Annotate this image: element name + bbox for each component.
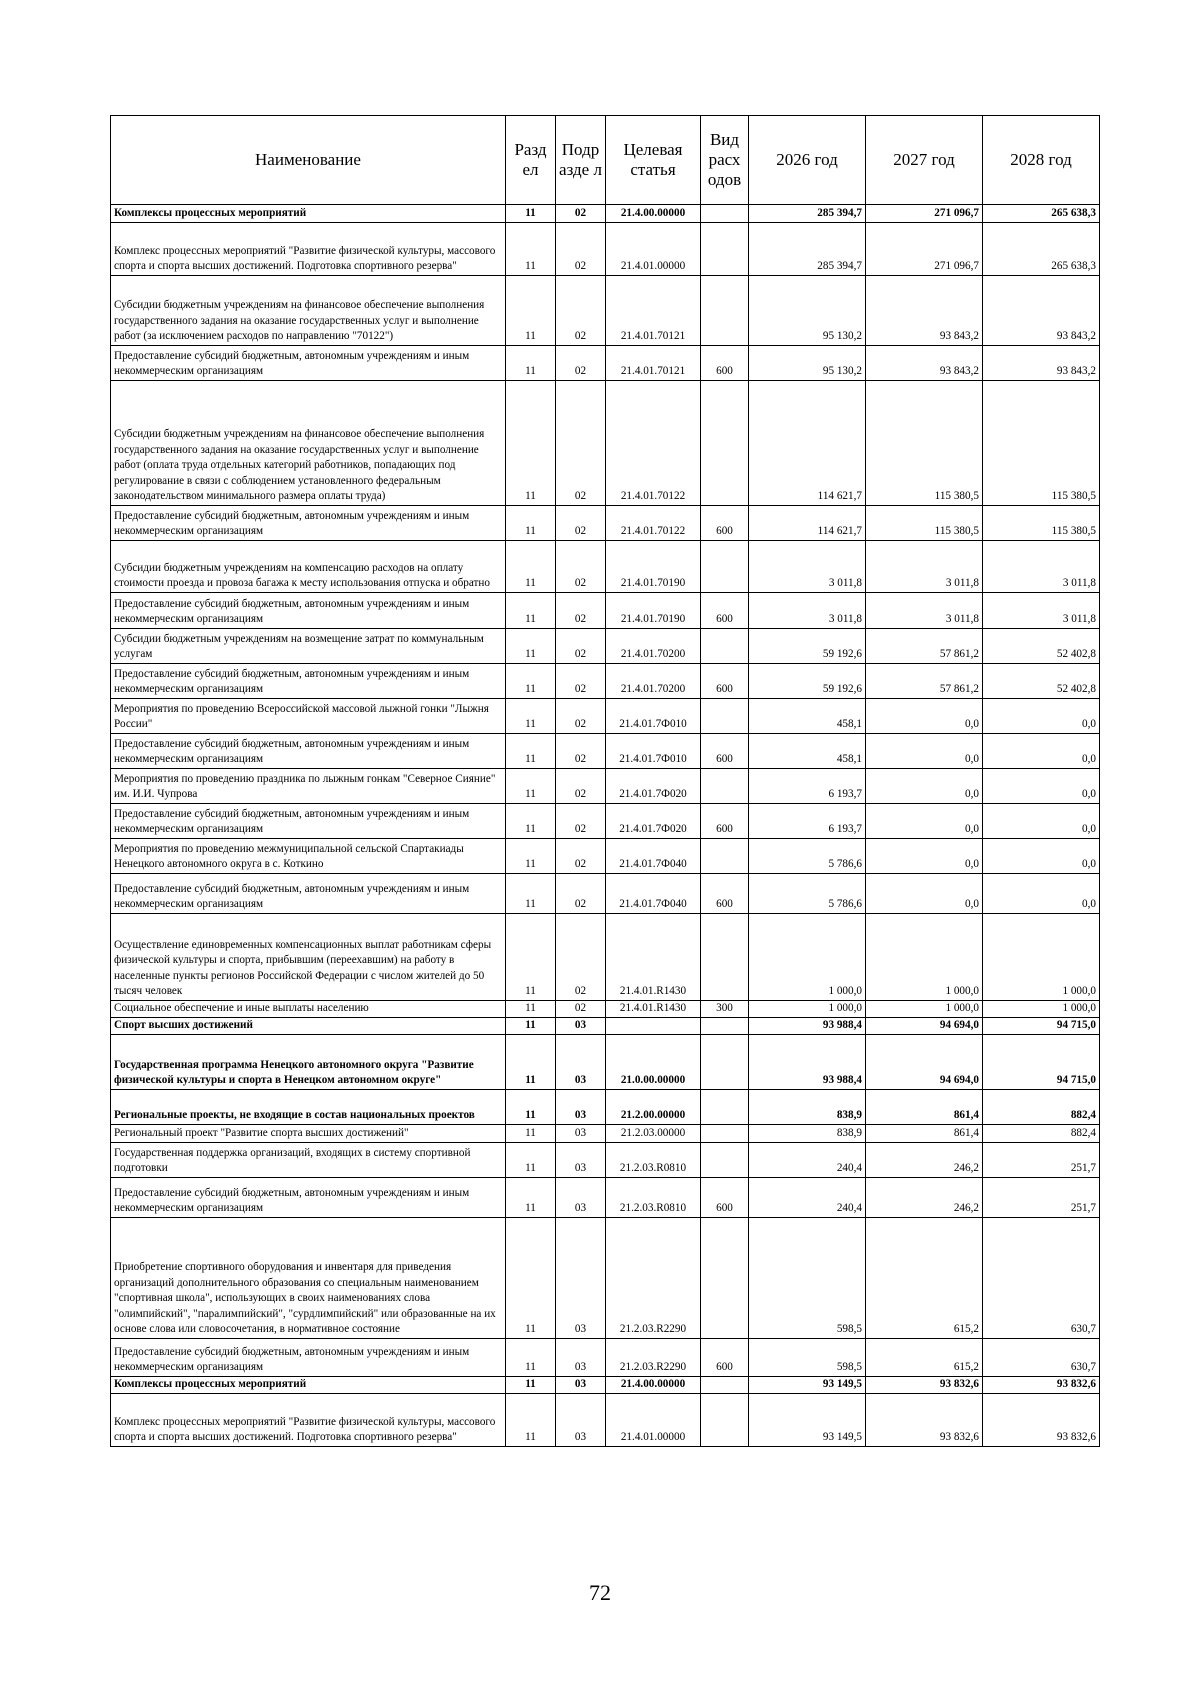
row-value-2026: 93 149,5 — [749, 1394, 866, 1447]
row-value-2027: 1 000,0 — [866, 914, 983, 1001]
row-value-2026: 114 621,7 — [749, 381, 866, 506]
row-target-article: 21.4.01.7Ф010 — [606, 699, 701, 734]
row-podrazdel: 03 — [556, 1018, 606, 1035]
row-value-2026: 1 000,0 — [749, 1001, 866, 1018]
row-podrazdel: 03 — [556, 1125, 606, 1143]
row-expense-type: 600 — [701, 1339, 749, 1377]
row-expense-type — [701, 1125, 749, 1143]
row-value-2028: 93 832,6 — [983, 1377, 1100, 1394]
row-value-2026: 59 192,6 — [749, 664, 866, 699]
row-razdel: 11 — [506, 1035, 556, 1090]
row-name: Государственная поддержка организаций, входящих в систему спортивной подготовки — [111, 1143, 506, 1178]
row-value-2027: 861,4 — [866, 1125, 983, 1143]
row-razdel: 11 — [506, 541, 556, 593]
row-razdel: 11 — [506, 664, 556, 699]
row-podrazdel: 02 — [556, 839, 606, 874]
row-name: Спорт высших достижений — [111, 1018, 506, 1035]
row-podrazdel: 03 — [556, 1394, 606, 1447]
row-value-2027: 93 832,6 — [866, 1377, 983, 1394]
row-podrazdel: 03 — [556, 1377, 606, 1394]
row-expense-type — [701, 1377, 749, 1394]
row-value-2027: 271 096,7 — [866, 223, 983, 276]
row-podrazdel: 02 — [556, 914, 606, 1001]
row-target-article: 21.4.01.00000 — [606, 1394, 701, 1447]
row-razdel: 11 — [506, 276, 556, 346]
row-name: Субсидии бюджетным учреждениям на компенсацию расходов на оплату стоимости проезда и провоза багажа к месту использования отпуска и обратно — [111, 541, 506, 593]
row-value-2028: 93 832,6 — [983, 1394, 1100, 1447]
row-value-2026: 1 000,0 — [749, 914, 866, 1001]
header-row — [111, 116, 1100, 205]
row-podrazdel: 02 — [556, 541, 606, 593]
row-value-2026: 5 786,6 — [749, 874, 866, 914]
row-name: Предоставление субсидий бюджетным, автономным учреждениям и иным некоммерческим организациям — [111, 506, 506, 541]
row-expense-type — [701, 1394, 749, 1447]
row-expense-type — [701, 1143, 749, 1178]
row-target-article: 21.4.01.7Ф040 — [606, 839, 701, 874]
row-value-2027: 115 380,5 — [866, 506, 983, 541]
row-razdel: 11 — [506, 1377, 556, 1394]
row-value-2026: 285 394,7 — [749, 223, 866, 276]
table-row — [111, 914, 1100, 1001]
row-expense-type — [701, 769, 749, 804]
row-podrazdel: 02 — [556, 664, 606, 699]
row-target-article: 21.4.01.70190 — [606, 593, 701, 629]
row-value-2026: 458,1 — [749, 734, 866, 769]
row-name: Приобретение спортивного оборудования и инвентаря для приведения организаций дополнительного образования со специальным наименованием "спортивная школа", использующих в своих наименованиях слова "олимпийский", "паралимпийский", "сурдлимпийский" или образованные на их основе слова или словосочетания, в нормативное состояние — [111, 1218, 506, 1339]
row-target-article: 21.4.01.70200 — [606, 664, 701, 699]
row-value-2026: 114 621,7 — [749, 506, 866, 541]
row-value-2028: 94 715,0 — [983, 1035, 1100, 1090]
row-value-2027: 0,0 — [866, 839, 983, 874]
row-razdel: 11 — [506, 839, 556, 874]
row-value-2026: 285 394,7 — [749, 205, 866, 223]
header-target-article: Целевая статья — [606, 116, 701, 205]
row-value-2028: 0,0 — [983, 769, 1100, 804]
table-row — [111, 276, 1100, 346]
table-row — [111, 1125, 1100, 1143]
row-expense-type — [701, 205, 749, 223]
row-value-2027: 93 843,2 — [866, 276, 983, 346]
row-value-2027: 861,4 — [866, 1090, 983, 1125]
table-row — [111, 205, 1100, 223]
row-podrazdel: 02 — [556, 699, 606, 734]
row-value-2027: 0,0 — [866, 734, 983, 769]
row-expense-type — [701, 1218, 749, 1339]
row-target-article: 21.4.01.7Ф020 — [606, 804, 701, 839]
row-razdel: 11 — [506, 1178, 556, 1218]
row-name: Предоставление субсидий бюджетным, автономным учреждениям и иным некоммерческим организациям — [111, 593, 506, 629]
table-row — [111, 734, 1100, 769]
table-row — [111, 1394, 1100, 1447]
row-expense-type: 300 — [701, 1001, 749, 1018]
row-expense-type — [701, 381, 749, 506]
row-name: Предоставление субсидий бюджетным, автономным учреждениям и иным некоммерческим организациям — [111, 664, 506, 699]
table-row — [111, 1377, 1100, 1394]
row-value-2027: 3 011,8 — [866, 541, 983, 593]
row-target-article: 21.4.01.R1430 — [606, 1001, 701, 1018]
row-value-2027: 115 380,5 — [866, 381, 983, 506]
row-razdel: 11 — [506, 804, 556, 839]
row-razdel: 11 — [506, 874, 556, 914]
row-name: Мероприятия по проведению Всероссийской массовой лыжной гонки "Лыжня России" — [111, 699, 506, 734]
row-value-2027: 93 832,6 — [866, 1394, 983, 1447]
row-value-2026: 3 011,8 — [749, 541, 866, 593]
row-razdel: 11 — [506, 1090, 556, 1125]
row-expense-type — [701, 276, 749, 346]
table-row — [111, 1339, 1100, 1377]
row-target-article: 21.4.01.70200 — [606, 629, 701, 664]
row-value-2026: 6 193,7 — [749, 804, 866, 839]
table-row — [111, 629, 1100, 664]
row-razdel: 11 — [506, 734, 556, 769]
row-target-article: 21.4.00.00000 — [606, 205, 701, 223]
row-expense-type: 600 — [701, 1178, 749, 1218]
row-razdel: 11 — [506, 1143, 556, 1178]
table-row — [111, 541, 1100, 593]
row-target-article: 21.2.00.00000 — [606, 1090, 701, 1125]
row-name: Предоставление субсидий бюджетным, автономным учреждениям и иным некоммерческим организациям — [111, 804, 506, 839]
row-value-2028: 0,0 — [983, 734, 1100, 769]
table-body — [111, 205, 1100, 1447]
row-name: Комплекс процессных мероприятий "Развитие физической культуры, массового спорта и спорта высших достижений. Подготовка спортивного резерва" — [111, 1394, 506, 1447]
table-row — [111, 593, 1100, 629]
row-expense-type — [701, 699, 749, 734]
row-value-2028: 3 011,8 — [983, 593, 1100, 629]
row-value-2027: 0,0 — [866, 769, 983, 804]
row-expense-type — [701, 629, 749, 664]
row-value-2026: 95 130,2 — [749, 276, 866, 346]
row-name: Предоставление субсидий бюджетным, автономным учреждениям и иным некоммерческим организациям — [111, 874, 506, 914]
row-name: Предоставление субсидий бюджетным, автономным учреждениям и иным некоммерческим организациям — [111, 1339, 506, 1377]
row-name: Предоставление субсидий бюджетным, автономным учреждениям и иным некоммерческим организациям — [111, 1178, 506, 1218]
table-row — [111, 874, 1100, 914]
row-value-2026: 3 011,8 — [749, 593, 866, 629]
row-value-2028: 251,7 — [983, 1178, 1100, 1218]
row-value-2026: 240,4 — [749, 1143, 866, 1178]
row-name: Мероприятия по проведению праздника по лыжным гонкам "Северное Сияние" им. И.И. Чупрова — [111, 769, 506, 804]
row-expense-type: 600 — [701, 664, 749, 699]
row-target-article: 21.2.03.R0810 — [606, 1178, 701, 1218]
row-value-2027: 3 011,8 — [866, 593, 983, 629]
row-razdel: 11 — [506, 1018, 556, 1035]
row-podrazdel: 03 — [556, 1178, 606, 1218]
row-value-2026: 6 193,7 — [749, 769, 866, 804]
row-razdel: 11 — [506, 223, 556, 276]
row-target-article: 21.4.01.7Ф010 — [606, 734, 701, 769]
row-podrazdel: 02 — [556, 205, 606, 223]
row-value-2028: 0,0 — [983, 839, 1100, 874]
row-razdel: 11 — [506, 1001, 556, 1018]
row-target-article: 21.4.01.7Ф020 — [606, 769, 701, 804]
row-name: Комплекс процессных мероприятий "Развитие физической культуры, массового спорта и спорта высших достижений. Подготовка спортивного резерва" — [111, 223, 506, 276]
row-podrazdel: 02 — [556, 1001, 606, 1018]
row-podrazdel: 02 — [556, 346, 606, 381]
row-expense-type: 600 — [701, 804, 749, 839]
row-value-2028: 52 402,8 — [983, 664, 1100, 699]
row-value-2028: 0,0 — [983, 804, 1100, 839]
row-target-article: 21.4.01.70122 — [606, 381, 701, 506]
header-expense-type: Вид расх одов — [701, 116, 749, 205]
table-row — [111, 1218, 1100, 1339]
row-razdel: 11 — [506, 593, 556, 629]
row-name: Мероприятия по проведению межмуниципальной сельской Спартакиады Ненецкого автономного округа в с. Коткино — [111, 839, 506, 874]
row-razdel: 11 — [506, 769, 556, 804]
row-value-2028: 52 402,8 — [983, 629, 1100, 664]
table-row — [111, 1001, 1100, 1018]
row-podrazdel: 03 — [556, 1090, 606, 1125]
row-value-2028: 630,7 — [983, 1218, 1100, 1339]
row-name: Осуществление единовременных компенсационных выплат работникам сферы физической культуры и спорта, прибывшим (переехавшим) на работу в населенные пункты регионов Российской Федерации с числом жителей до 50 тысяч человек — [111, 914, 506, 1001]
row-target-article: 21.4.01.R1430 — [606, 914, 701, 1001]
row-value-2026: 93 149,5 — [749, 1377, 866, 1394]
row-podrazdel: 02 — [556, 804, 606, 839]
row-expense-type — [701, 223, 749, 276]
row-expense-type — [701, 541, 749, 593]
row-value-2027: 57 861,2 — [866, 664, 983, 699]
row-razdel: 11 — [506, 1339, 556, 1377]
row-value-2027: 0,0 — [866, 699, 983, 734]
row-expense-type: 600 — [701, 874, 749, 914]
row-razdel: 11 — [506, 629, 556, 664]
header-razdel: Разд ел — [506, 116, 556, 205]
table-row — [111, 1090, 1100, 1125]
row-value-2028: 0,0 — [983, 699, 1100, 734]
row-razdel: 11 — [506, 346, 556, 381]
row-name: Субсидии бюджетным учреждениям на финансовое обеспечение выполнения государственного задания на оказание государственных услуг и выполнение работ (за исключением расходов по направлению "70122") — [111, 276, 506, 346]
row-razdel: 11 — [506, 506, 556, 541]
row-expense-type — [701, 1018, 749, 1035]
row-name: Субсидии бюджетным учреждениям на финансовое обеспечение выполнения государственного задания на оказание государственных услуг и выполнение работ (оплата труда отдельных категорий работников, попадающих под регулирование в связи с соблюдением установленного федеральным законодательством минимального размера оплаты труда) — [111, 381, 506, 506]
header-year-2027: 2027 год — [866, 116, 983, 205]
row-razdel: 11 — [506, 699, 556, 734]
table-row — [111, 1143, 1100, 1178]
row-name: Региональный проект "Развитие спорта высших достижений" — [111, 1125, 506, 1143]
row-value-2028: 115 380,5 — [983, 381, 1100, 506]
table-row — [111, 664, 1100, 699]
row-value-2027: 246,2 — [866, 1178, 983, 1218]
row-value-2028: 0,0 — [983, 874, 1100, 914]
row-target-article: 21.4.01.00000 — [606, 223, 701, 276]
row-value-2028: 630,7 — [983, 1339, 1100, 1377]
row-podrazdel: 02 — [556, 629, 606, 664]
row-value-2028: 115 380,5 — [983, 506, 1100, 541]
row-value-2026: 93 988,4 — [749, 1035, 866, 1090]
row-name: Предоставление субсидий бюджетным, автономным учреждениям и иным некоммерческим организациям — [111, 346, 506, 381]
row-expense-type: 600 — [701, 506, 749, 541]
row-value-2026: 598,5 — [749, 1339, 866, 1377]
table-row — [111, 346, 1100, 381]
row-podrazdel: 02 — [556, 874, 606, 914]
row-value-2027: 615,2 — [866, 1218, 983, 1339]
row-value-2028: 93 843,2 — [983, 276, 1100, 346]
row-value-2028: 94 715,0 — [983, 1018, 1100, 1035]
row-value-2028: 265 638,3 — [983, 223, 1100, 276]
row-target-article: 21.2.03.R0810 — [606, 1143, 701, 1178]
table-row — [111, 1035, 1100, 1090]
row-value-2027: 94 694,0 — [866, 1035, 983, 1090]
row-name: Региональные проекты, не входящие в состав национальных проектов — [111, 1090, 506, 1125]
row-target-article: 21.4.01.70190 — [606, 541, 701, 593]
row-value-2026: 93 988,4 — [749, 1018, 866, 1035]
row-podrazdel: 02 — [556, 769, 606, 804]
row-value-2027: 0,0 — [866, 874, 983, 914]
row-value-2027: 93 843,2 — [866, 346, 983, 381]
row-target-article: 21.4.00.00000 — [606, 1377, 701, 1394]
header-year-2028: 2028 год — [983, 116, 1100, 205]
row-expense-type: 600 — [701, 346, 749, 381]
row-podrazdel: 02 — [556, 593, 606, 629]
row-value-2026: 5 786,6 — [749, 839, 866, 874]
header-year-2026: 2026 год — [749, 116, 866, 205]
table-row — [111, 1178, 1100, 1218]
row-expense-type — [701, 1035, 749, 1090]
row-value-2027: 0,0 — [866, 804, 983, 839]
row-value-2028: 882,4 — [983, 1090, 1100, 1125]
row-podrazdel: 02 — [556, 276, 606, 346]
row-razdel: 11 — [506, 1125, 556, 1143]
row-value-2027: 246,2 — [866, 1143, 983, 1178]
row-target-article: 21.4.01.70121 — [606, 276, 701, 346]
row-expense-type — [701, 914, 749, 1001]
row-razdel: 11 — [506, 1218, 556, 1339]
row-target-article: 21.2.03.R2290 — [606, 1339, 701, 1377]
row-value-2027: 94 694,0 — [866, 1018, 983, 1035]
row-target-article — [606, 1018, 701, 1035]
table-row — [111, 804, 1100, 839]
row-podrazdel: 03 — [556, 1339, 606, 1377]
table-row — [111, 769, 1100, 804]
row-podrazdel: 02 — [556, 381, 606, 506]
row-name: Предоставление субсидий бюджетным, автономным учреждениям и иным некоммерческим организациям — [111, 734, 506, 769]
table-row — [111, 381, 1100, 506]
table-row — [111, 1018, 1100, 1035]
table-row — [111, 506, 1100, 541]
row-value-2027: 615,2 — [866, 1339, 983, 1377]
row-name: Комплексы процессных мероприятий — [111, 1377, 506, 1394]
row-value-2026: 838,9 — [749, 1090, 866, 1125]
row-target-article: 21.2.03.00000 — [606, 1125, 701, 1143]
row-value-2028: 3 011,8 — [983, 541, 1100, 593]
row-podrazdel: 02 — [556, 223, 606, 276]
row-name: Субсидии бюджетным учреждениям на возмещение затрат по коммунальным услугам — [111, 629, 506, 664]
row-razdel: 11 — [506, 914, 556, 1001]
row-value-2026: 458,1 — [749, 699, 866, 734]
row-podrazdel: 02 — [556, 734, 606, 769]
row-name: Государственная программа Ненецкого автономного округа "Развитие физической культуры и спорта в Ненецком автономном округе" — [111, 1035, 506, 1090]
row-value-2028: 265 638,3 — [983, 205, 1100, 223]
row-razdel: 11 — [506, 1394, 556, 1447]
table-row — [111, 223, 1100, 276]
row-value-2027: 1 000,0 — [866, 1001, 983, 1018]
row-podrazdel: 02 — [556, 506, 606, 541]
row-value-2027: 57 861,2 — [866, 629, 983, 664]
row-value-2028: 93 843,2 — [983, 346, 1100, 381]
row-podrazdel: 03 — [556, 1218, 606, 1339]
row-razdel: 11 — [506, 381, 556, 506]
row-target-article: 21.4.01.7Ф040 — [606, 874, 701, 914]
row-target-article: 21.4.01.70121 — [606, 346, 701, 381]
row-value-2028: 251,7 — [983, 1143, 1100, 1178]
table-row — [111, 839, 1100, 874]
row-name: Комплексы процессных мероприятий — [111, 205, 506, 223]
row-expense-type — [701, 1090, 749, 1125]
page-number: 72 — [589, 1580, 611, 1605]
row-expense-type: 600 — [701, 734, 749, 769]
row-value-2026: 59 192,6 — [749, 629, 866, 664]
row-target-article: 21.2.03.R2290 — [606, 1218, 701, 1339]
row-expense-type: 600 — [701, 593, 749, 629]
table-row — [111, 699, 1100, 734]
row-value-2028: 882,4 — [983, 1125, 1100, 1143]
row-value-2028: 1 000,0 — [983, 914, 1100, 1001]
row-name: Социальное обеспечение и иные выплаты населению — [111, 1001, 506, 1018]
header-podrazdel: Подр азде л — [556, 116, 606, 205]
row-expense-type — [701, 839, 749, 874]
row-value-2027: 271 096,7 — [866, 205, 983, 223]
row-value-2028: 1 000,0 — [983, 1001, 1100, 1018]
budget-table — [110, 115, 1100, 1447]
row-razdel: 11 — [506, 205, 556, 223]
row-value-2026: 95 130,2 — [749, 346, 866, 381]
row-podrazdel: 03 — [556, 1143, 606, 1178]
row-podrazdel: 03 — [556, 1035, 606, 1090]
row-value-2026: 838,9 — [749, 1125, 866, 1143]
row-target-article: 21.0.00.00000 — [606, 1035, 701, 1090]
row-value-2026: 240,4 — [749, 1178, 866, 1218]
row-value-2026: 598,5 — [749, 1218, 866, 1339]
row-target-article: 21.4.01.70122 — [606, 506, 701, 541]
header-name: Наименование — [111, 116, 506, 205]
